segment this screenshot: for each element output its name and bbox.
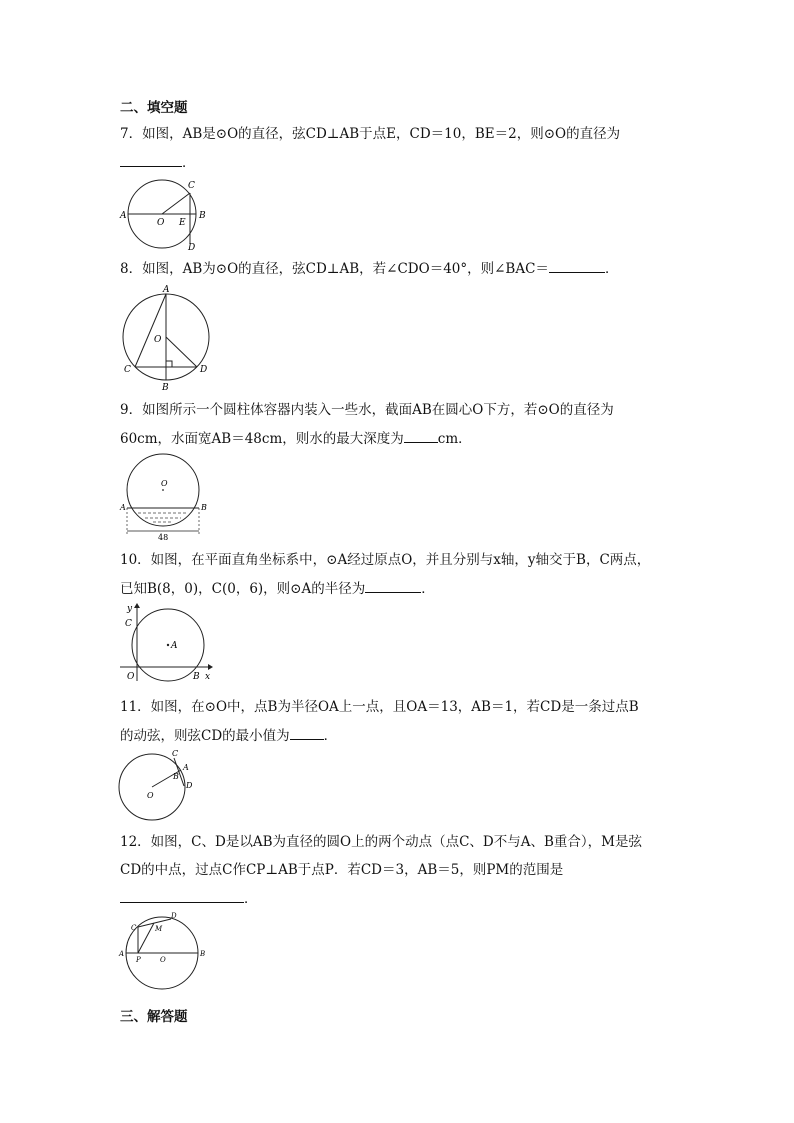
q7-label-e: E: [179, 218, 186, 228]
q9-unit: cm．: [437, 431, 472, 447]
q7-answer-blank[interactable]: [120, 152, 182, 167]
q11-figure: [116, 748, 206, 824]
q10-period: ．: [421, 581, 435, 597]
q10-text-line2: [120, 578, 435, 599]
q7-period: ．: [182, 155, 196, 171]
q11-period: ．: [323, 728, 338, 744]
q8-label-d: D: [200, 365, 208, 375]
q7-answer-line: [120, 152, 196, 173]
q8-label-b: B: [162, 383, 169, 392]
q10-y-arrow: [134, 603, 140, 608]
q11-label-b: B: [173, 772, 179, 781]
q9-answer-blank[interactable]: [404, 428, 438, 443]
q8-right-angle-mark: [166, 361, 172, 367]
q7-label-c: C: [188, 181, 195, 191]
q11-text-line2: [120, 725, 337, 746]
q8-text: [120, 258, 618, 279]
q11-label-o: O: [147, 791, 154, 800]
q10-figure: [116, 600, 216, 684]
q7-label-b: B: [199, 211, 206, 221]
q7-label-a: A: [120, 211, 127, 221]
q9-text-line2: [120, 428, 472, 449]
q9-figure: [118, 452, 210, 542]
q12-label-a: A: [119, 950, 125, 958]
q8-question: 8．如图，AB为⊙O的直径，弦CD⊥AB，若∠CDO＝40°，则∠BAC＝: [120, 261, 549, 277]
q7-radius-oc: [162, 193, 190, 214]
q12-figure: [116, 910, 210, 990]
q10-x-arrow: [208, 664, 213, 670]
q10-question: 已知B(8，0)，C(0，6)，则⊙A的半径为: [120, 581, 366, 597]
section-heading-fill-in: 二、填空题: [120, 100, 188, 116]
q9-label-o: O: [161, 479, 168, 488]
q8-period: ．: [604, 261, 619, 277]
q11-label-d: D: [186, 781, 193, 790]
q9-question: 60cm，水面宽AB＝48cm，则水的最大深度为: [120, 431, 404, 447]
q10-label-y: y: [127, 604, 133, 614]
q11-label-a: A: [183, 763, 189, 772]
q11-label-c: C: [172, 749, 179, 758]
q12-label-c: C: [131, 924, 137, 932]
section-heading-solve: 三、解答题: [120, 1009, 188, 1025]
q10-label-x: x: [205, 672, 211, 682]
q10-center-dot: [167, 644, 169, 646]
q12-answer-line: [120, 888, 258, 909]
q8-figure: [118, 284, 218, 392]
q9-label-b: B: [201, 503, 207, 512]
q9-text-line1: 9．如图所示一个圆柱体容器内装入一些水，截面AB在圆心O下方，若⊙O的直径为: [120, 402, 614, 418]
q8-segment-od: [166, 337, 197, 367]
q11-question: 的动弦，则弦CD的最小值为: [120, 728, 290, 744]
q9-label-width: 48: [158, 533, 169, 542]
q12-label-p: P: [136, 956, 141, 964]
q7-label-d: D: [188, 243, 196, 250]
q7-text: 7．如图，AB是⊙O的直径，弦CD⊥AB于点E，CD＝10，BE＝2，则⊙O的直径为: [120, 126, 621, 142]
q8-segment-ac: [135, 294, 166, 367]
q9-label-a: A: [120, 503, 126, 512]
q12-label-o: O: [160, 956, 166, 964]
q12-text-line2: CD的中点，过点C作CP⊥AB于点P．若CD＝3，AB＝5，则PM的范围是: [120, 862, 564, 878]
q8-label-c: C: [124, 365, 131, 375]
q12-answer-blank[interactable]: [120, 888, 244, 903]
q8-label-o: O: [154, 335, 162, 345]
q10-label-o: O: [127, 672, 135, 682]
q10-label-b: B: [193, 672, 200, 682]
q12-label-b: B: [200, 950, 206, 958]
q8-label-a: A: [163, 285, 170, 295]
q9-center-dot: [162, 489, 164, 491]
q12-label-m: M: [155, 925, 163, 933]
q10-text-line1: 10．如图，在平面直角坐标系中，⊙A经过原点O，并且分别与x轴，y轴交于B，C两点，: [120, 552, 651, 568]
q12-label-d: D: [171, 912, 177, 920]
q7-figure: [118, 174, 218, 250]
q7-label-o: O: [157, 218, 165, 228]
q11-text-line1: 11．如图，在⊙O中，点B为半径OA上一点，且OA＝13，AB＝1，若CD是一条过点B: [120, 699, 639, 715]
q10-label-a: A: [171, 641, 178, 651]
q12-period: ．: [244, 891, 258, 907]
q12-segment-pm: [138, 923, 154, 953]
q10-label-c: C: [125, 619, 132, 629]
q12-text-line1: 12．如图，C、D是以AB为直径的圆O上的两个动点（点C、D不与A、B重合），M是弦: [120, 834, 642, 850]
q8-answer-blank[interactable]: [549, 258, 605, 273]
q10-answer-blank[interactable]: [365, 578, 421, 593]
q11-answer-blank[interactable]: [290, 725, 324, 740]
